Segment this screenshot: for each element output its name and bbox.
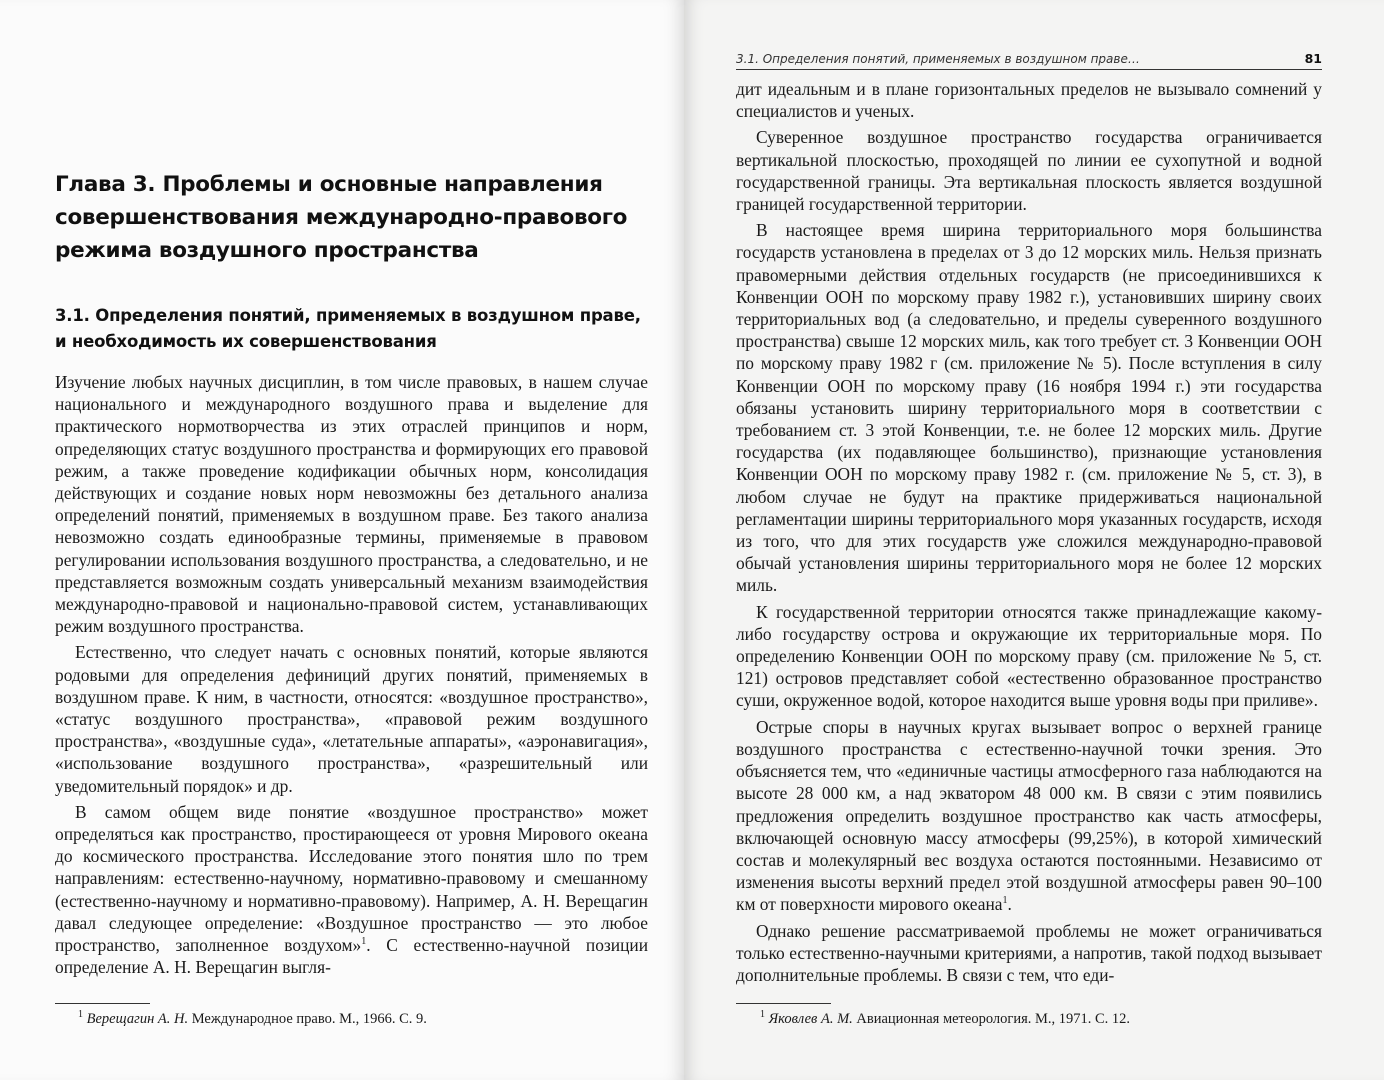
section-title <box>55 303 648 355</box>
footnote-ref: 1 <box>361 936 367 948</box>
paragraph: Естественно, что следует начать с основных понятий, которые являются родовыми для определения дефиниций других понятий, применяемых в воздушном праве. К ним, в частности, относятся: «воздушное пространство», «статус воздушного пространства», «правовой режим воздушного пространства», «воздушные суда», «летательные аппараты», «аэронавигация», «использование воздушного пространства», «разрешительный или уведомительный порядок» и др. <box>55 642 648 796</box>
running-head <box>736 44 1322 70</box>
left-body-text <box>55 371 648 978</box>
paragraph: В настоящее время ширина территориального моря большинства государств установлена в пределах от 3 до 12 морских миль. Нельзя признать правомерными действия отдельных государств (не присоединившихся к Конвенции ООН по морскому праву 1982 г.), установивших ширину своих территориальных вод (а следовательно, и пределы суверенного воздушного пространства) свыше 12 морских миль, как того требует ст. 3 Конвенции ООН по морскому праву 1982 г (см. приложение № 5). После вступления в силу Конвенции ООН по морскому праву (16 ноября 1994 г.) эти государства обязаны установить ширину территориального моря в соответствии с требованием ст. 3 этой Конвенции, т.е. не более 12 морских миль. Другие государства (их подавляющее большинство), признающие установления Конвенции ООН по морскому праву 1982 г. (см. приложение № 5, ст. 3), в любом случае не будут на практике придерживаться национальной регламентации ширины территориального моря указанных государств, исходя из того, что для этих государств уже сложился международно-правовой обычай установления ширины территориального моря не более 12 морских миль. <box>736 220 1322 596</box>
paragraph-text: Острые споры в научных кругах вызывает вопрос о верхней границе воздушного пространства с естественно-научной точки зрения. Это объясняется тем, что «единичные частицы атмосферного газа наблюдаются на высоте 28 000 км, а над экватором 48 000 км. В связи с этим появились предложения определить воздушное пространство как часть атмосферы, включающей основную массу атмосферы (99,25%), в которой химический состав и молекулярный вес воздуха остаются постоянными. Независимо от изменения высоты верхний предел этой воздушной атмосферы равен 90–100 км от поверхности мирового океана <box>736 716 1322 915</box>
footnote <box>760 1010 1130 1028</box>
footnote-ref: 1 <box>1002 895 1008 907</box>
section-title-line1: 3.1. Определения понятий, применяемых в воздушном праве, <box>55 306 641 325</box>
footnote-author: Яковлев А. М. <box>768 1011 853 1027</box>
paragraph: В самом общем виде понятие «воздушное пространство» может определяться как пространство, простирающееся от уровня Мирового океана до космического пространства. Исследование этого понятия шло по трем направлениям: естественно-научному, нормативно-правовому и смешанному (естественно-научному и нормативно-правовому). Например, А. Н. Верещагин давал следующее определение: «Воздушное пространство — это любое пространство, заполненное воздухом»$^1$. С естественно-научной позиции определение А. Н. Верещагин выгля- <box>55 801 649 978</box>
right-page <box>684 0 1384 1080</box>
section-title-line2: и необходимость их совершенствования <box>55 332 437 351</box>
running-head-title: 3.1. Определения понятий, применяемых в воздушном праве… <box>736 52 1140 66</box>
footnote-text: Авиационная метеорология. М., 1971. С. 12. <box>852 1011 1131 1027</box>
footnote-author: Верещагин А. Н. <box>86 1011 189 1027</box>
footnote <box>78 1010 427 1028</box>
left-page <box>0 0 684 1080</box>
footnote-divider <box>736 1003 831 1004</box>
footnote-mark: 1 <box>760 1009 765 1021</box>
paragraph: Изучение любых научных дисциплин, в том числе правовых, в нашем случае национального и международного воздушного права и выделение для практического нормотворчества из этих отраслей принципов и норм, определяющих статус воздушного пространства и формирующих его правовой режим, а также проведение кодификации обычных норм, консолидация действующих и создание новых норм невозможны без детального анализа определений понятий, применяемых в воздушном праве. Без такого анализа невозможно создать единообразные термины, применяемые в правовом регулировании использования воздушного пространства, а следовательно, и не представляется возможным создать универсальный механизм взаимодействия международно-правовой и национально-правовой систем, устанавливающих режим воздушного пространства. <box>55 372 648 637</box>
footnote-text: Международное право. М., 1966. С. 9. <box>188 1011 427 1027</box>
paragraph: К государственной территории относятся также принадлежащие какому-либо государству острова и окружающие их территориальные моря. По определению Конвенции ООН по морскому праву (см. приложение № 5, ст. 121) островов представляет собой «естественно образованное пространство суши, окруженное водой, которое находится выше уровня воды при приливе». <box>736 601 1322 711</box>
paragraph: Суверенное воздушное пространство государства ограничивается вертикальной плоскостью, проходящей по линии ее сухопутной и водной государственной границы. Эта вертикальная плоскость является воздушной границей государственной территории. <box>736 127 1322 215</box>
paragraph: Острые споры в научных кругах вызывает вопрос о верхней границе воздушного пространства с естественно-научной точки зрения. Это объясняется тем, что «единичные частицы атмосферного газа наблюдаются на высоте 28 000 км, а над экватором 48 000 км. В связи с этим появились предложения определить воздушное пространство как часть атмосферы, включающей основную массу атмосферы (99,25%), в которой химический состав и молекулярный вес воздуха остаются постоянными. Независимо от изменения высоты верхний предел этой воздушной атмосферы равен 90–100 км от поверхности мирового океана$^1$. <box>736 716 1322 915</box>
paragraph-text: С естественно-научной позиции определение А. Н. Верещагин выгля- <box>55 935 649 978</box>
paragraph: дит идеальным и в плане горизонтальных пределов не вызывало сомнений у специалистов и ученых. <box>736 79 1322 122</box>
paragraph-text: В самом общем виде понятие «воздушное пространство» может определяться как пространство, простирающееся от уровня Мирового океана до космического пространства. Исследование этого понятия шло по трем направлениям: естественно-научному, нормативно-правовому и смешанному (естественно-научному и нормативно-правовому). Например, А. Н. Верещагин давал следующее определение: «Воздушное пространство — это любое пространство, заполненное воздухом» <box>55 801 648 956</box>
chapter-title: Глава 3. Проблемы и основные направления совершенствования международно-правового режима воздушного пространства <box>55 172 628 263</box>
footnote-mark: 1 <box>78 1009 83 1021</box>
footnote-divider <box>55 1003 150 1004</box>
right-body-text <box>736 78 1322 986</box>
page-number: 81 <box>1304 51 1322 66</box>
paragraph: Однако решение рассматриваемой проблемы не может ограничиваться только естественно-научными критериями, а напротив, такой подход вызывает дополнительные проблемы. В связи с тем, что еди- <box>736 920 1322 985</box>
